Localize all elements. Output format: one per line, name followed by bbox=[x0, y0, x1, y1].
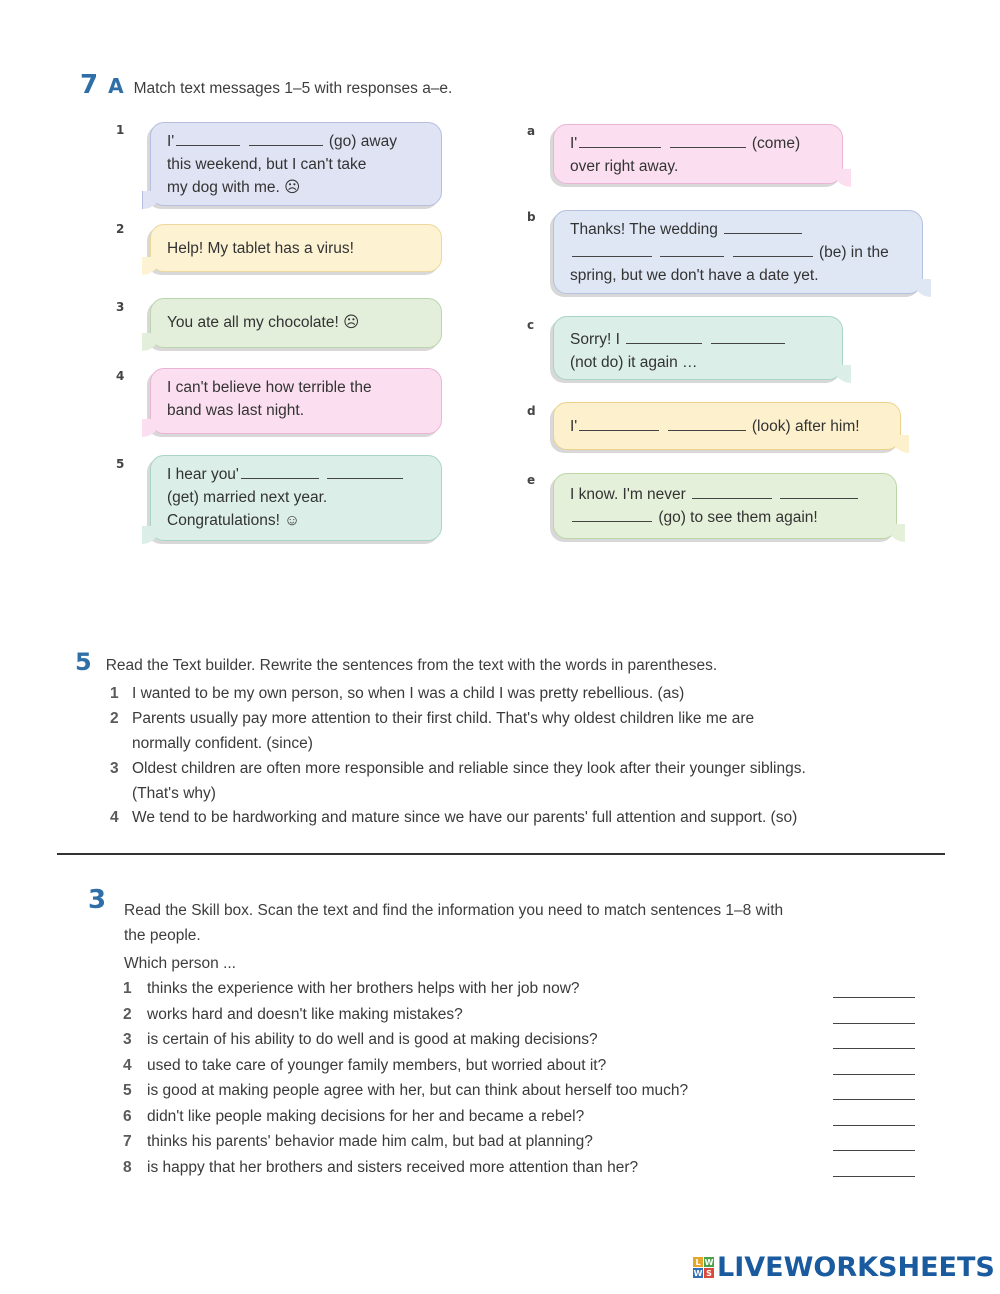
bubble-tail bbox=[887, 524, 905, 542]
response-bubble-a bbox=[553, 124, 843, 184]
response-line: Thanks! The wedding bbox=[570, 218, 908, 241]
response-line: (be) in the bbox=[570, 241, 908, 264]
list-item bbox=[110, 682, 684, 707]
answer-blank[interactable] bbox=[833, 997, 915, 998]
logo-square: W bbox=[693, 1268, 703, 1278]
message-line: band was last night. bbox=[167, 402, 305, 419]
item-text: We tend to be hardworking and mature since we have our parents' full attention and support. (so) bbox=[132, 809, 798, 826]
exercise-number: 5 bbox=[75, 648, 92, 676]
question-row bbox=[123, 1006, 923, 1024]
logo-text: LIVEWORKSHEETS bbox=[717, 1252, 995, 1283]
question-prompt: Which person ... bbox=[124, 955, 236, 972]
item-text: is happy that her brothers and sisters received more attention than her? bbox=[147, 1159, 639, 1176]
question-row bbox=[123, 980, 923, 998]
message-line: You ate all my chocolate! ☹ bbox=[167, 314, 360, 331]
response-label-d: d bbox=[527, 404, 536, 418]
item-number: 5 bbox=[123, 1082, 132, 1099]
logo-square: S bbox=[704, 1268, 714, 1278]
exercise-7-title bbox=[80, 70, 452, 100]
response-bubble-b bbox=[553, 210, 923, 294]
response-line: I know. I'm never bbox=[570, 483, 882, 506]
instruction-line: the people. bbox=[124, 927, 201, 944]
message-line: I' (go) away bbox=[167, 133, 397, 150]
exercise-instruction: Match text messages 1–5 with responses a–e. bbox=[133, 80, 453, 97]
bubble-tail bbox=[833, 169, 851, 187]
item-text: is certain of his ability to do well and is good at making decisions? bbox=[147, 1031, 598, 1048]
list-item bbox=[110, 757, 806, 806]
bubble-tail bbox=[142, 257, 160, 275]
message-label-1: 1 bbox=[116, 123, 125, 137]
message-bubble-5 bbox=[150, 455, 442, 541]
list-item bbox=[110, 806, 797, 831]
bubble-tail bbox=[142, 419, 160, 437]
blank bbox=[668, 416, 746, 431]
message-line: Help! My tablet has a virus! bbox=[167, 240, 354, 257]
blank bbox=[579, 133, 661, 148]
response-line: (not do) it again … bbox=[570, 354, 698, 371]
item-number: 7 bbox=[123, 1133, 132, 1150]
response-bubble-d bbox=[553, 402, 901, 450]
message-line: this weekend, but I can't take bbox=[167, 156, 367, 173]
bubble-tail bbox=[142, 526, 160, 544]
item-text: I wanted to be my own person, so when I was a child I was pretty rebellious. (as) bbox=[132, 685, 685, 702]
question-row bbox=[123, 1108, 923, 1126]
message-bubble-3 bbox=[150, 298, 442, 348]
item-text: Parents usually pay more attention to their first child. That's why oldest children like me are bbox=[132, 710, 755, 727]
blank bbox=[176, 131, 240, 146]
response-label-b: b bbox=[527, 210, 536, 224]
blank bbox=[572, 242, 652, 257]
message-label-4: 4 bbox=[116, 369, 125, 383]
liveworksheets-logo bbox=[693, 1252, 995, 1283]
bubble-tail bbox=[142, 333, 160, 351]
message-line: I hear you' bbox=[167, 463, 427, 486]
answer-blank[interactable] bbox=[833, 1074, 915, 1075]
exercise-instruction: Read the Text builder. Rewrite the sentences from the text with the words in parentheses. bbox=[105, 657, 718, 674]
response-bubble-c bbox=[553, 316, 843, 380]
bubble-tail bbox=[891, 435, 909, 453]
item-text: Oldest children are often more responsible and reliable since they look after their younger siblings. bbox=[132, 760, 806, 777]
question-row bbox=[123, 1031, 923, 1049]
response-line: over right away. bbox=[570, 158, 679, 175]
item-text: thinks the experience with her brothers helps with her job now? bbox=[147, 980, 580, 997]
instruction-line: Read the Skill box. Scan the text and find the information you need to match sentences 1–8 with bbox=[124, 902, 784, 919]
item-number: 2 bbox=[110, 710, 119, 727]
item-number: 6 bbox=[123, 1108, 132, 1125]
blank bbox=[241, 464, 319, 479]
section-divider bbox=[57, 853, 945, 855]
list-item bbox=[110, 707, 754, 756]
blank bbox=[327, 464, 403, 479]
message-line: (get) married next year. bbox=[167, 489, 328, 506]
blank bbox=[733, 242, 813, 257]
blank bbox=[724, 219, 802, 234]
blank bbox=[670, 133, 746, 148]
item-text: thinks his parents' behavior made him calm, but bad at planning? bbox=[147, 1133, 593, 1150]
blank bbox=[626, 329, 702, 344]
exercise-number: 7 bbox=[80, 70, 99, 100]
logo-icon bbox=[693, 1257, 714, 1278]
message-line: Congratulations! ☺ bbox=[167, 512, 301, 529]
blank bbox=[579, 416, 659, 431]
response-line: spring, but we don't have a date yet. bbox=[570, 267, 819, 284]
message-bubble-4 bbox=[150, 368, 442, 434]
response-bubble-e bbox=[553, 473, 897, 539]
bubble-tail bbox=[142, 191, 161, 209]
item-number: 3 bbox=[110, 760, 119, 777]
question-row bbox=[123, 1133, 923, 1151]
logo-square: L bbox=[693, 1257, 703, 1267]
blank bbox=[249, 131, 323, 146]
exercise-instruction bbox=[124, 898, 944, 948]
question-row bbox=[123, 1159, 923, 1177]
message-label-5: 5 bbox=[116, 457, 125, 471]
item-number: 8 bbox=[123, 1159, 132, 1176]
item-number: 1 bbox=[123, 980, 132, 997]
question-row bbox=[123, 1082, 923, 1100]
blank bbox=[572, 507, 652, 522]
item-number: 4 bbox=[110, 809, 119, 826]
bubble-tail bbox=[913, 279, 931, 297]
response-line: Sorry! I bbox=[570, 328, 828, 351]
blank bbox=[711, 329, 785, 344]
item-text: used to take care of younger family members, but worried about it? bbox=[147, 1057, 607, 1074]
answer-blank[interactable] bbox=[833, 1176, 915, 1177]
item-number: 3 bbox=[123, 1031, 132, 1048]
response-line: I' (come) bbox=[570, 135, 801, 152]
item-number: 2 bbox=[123, 1006, 132, 1023]
logo-square: W bbox=[704, 1257, 714, 1267]
response-line: (go) to see them again! bbox=[570, 506, 882, 529]
response-label-e: e bbox=[527, 473, 536, 487]
answer-blank[interactable] bbox=[833, 1099, 915, 1100]
message-bubble-2 bbox=[150, 224, 442, 272]
answer-blank[interactable] bbox=[833, 1023, 915, 1024]
message-line: I can't believe how terrible the bbox=[167, 379, 372, 396]
response-line: I' (look) after him! bbox=[570, 418, 860, 435]
item-text: is good at making people agree with her, but can think about herself too much? bbox=[147, 1082, 689, 1099]
exercise-part-letter: A bbox=[108, 74, 124, 98]
response-label-c: c bbox=[527, 318, 535, 332]
message-bubble-1 bbox=[150, 122, 442, 206]
blank bbox=[660, 242, 724, 257]
blank bbox=[780, 484, 858, 499]
item-number: 4 bbox=[123, 1057, 132, 1074]
item-text: didn't like people making decisions for her and became a rebel? bbox=[147, 1108, 585, 1125]
exercise-5-title bbox=[75, 648, 717, 676]
answer-blank[interactable] bbox=[833, 1150, 915, 1151]
answer-blank[interactable] bbox=[833, 1048, 915, 1049]
answer-blank[interactable] bbox=[833, 1125, 915, 1126]
item-text: normally confident. (since) bbox=[132, 734, 313, 752]
response-label-a: a bbox=[527, 124, 536, 138]
item-text: works hard and doesn't like making mistakes? bbox=[147, 1006, 463, 1023]
item-number: 1 bbox=[110, 685, 119, 702]
question-row bbox=[123, 1057, 923, 1075]
item-text: (That's why) bbox=[132, 784, 216, 802]
bubble-tail bbox=[833, 365, 851, 383]
message-label-2: 2 bbox=[116, 222, 125, 236]
blank bbox=[692, 484, 772, 499]
exercise-number: 3 bbox=[88, 885, 107, 915]
message-label-3: 3 bbox=[116, 300, 125, 314]
message-line: my dog with me. ☹ bbox=[167, 179, 301, 196]
